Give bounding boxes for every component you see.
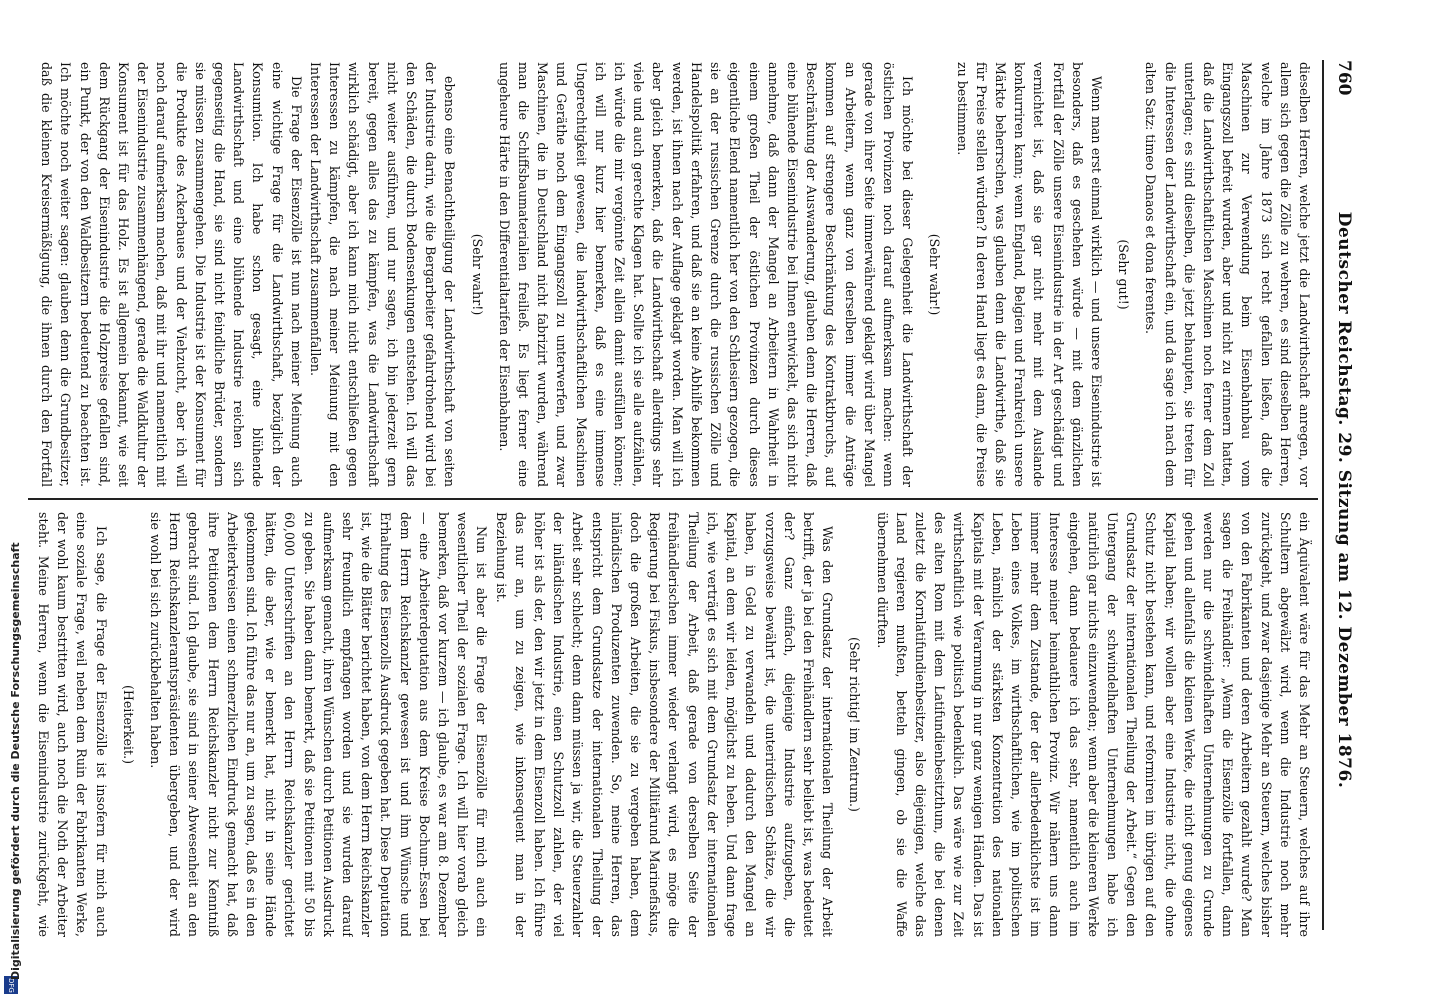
text-column-left xyxy=(34,62,1314,487)
column-divider xyxy=(28,498,1318,500)
interjection: (Sehr wahr!) xyxy=(927,233,943,316)
interjection: (Sehr gut!) xyxy=(1116,239,1132,310)
paragraph: Die Frage der Eisenzölle ist nun nach meiner Meinung auch eine wichtige Frage für die Landwirthschaft, bezüglich der Konsumtion. Ich habe schon gesagt, eine blühende Landwirthschaft und eine blühende Industrie reichen sich gegenseitig die Hand, sie sind nicht feindliche Brüder, sondern sie müssen zusammengehen. Die Industrie ist der Konsument für die Produkte des Ackerbaues und der Viehzucht, aber ich will noch darauf aufmerksam machen, daß mit ihr und namentlich mit der Eisenindustrie zusammenhängend, gerade die Waldkultur der Konsument ist für das Holz. Es ist allgemein bekannt, wie seit dem Rückgang der Eisenindustrie die Holzpreise gefallen sind, ein Punkt, der von den Waldbesitzern bedeutend zu beachten ist. Ich möchte noch weiter sagen: glauben denn die Grundbesitzer, daß die kleinen Kreisermäßigung, die ihnen durch den Fortfall xyxy=(39,62,304,487)
interjection: (Sehr wahr!) xyxy=(469,233,485,316)
paragraph: Ich sage, die Frage der Eisenzölle ist insofern für mich auch eine soziale Frage, weil neben dem Ruin der Fabrikanten Werke, der wohl kaum bestritten wird, auch noch die Noth der Arbeiter steht. Meine Herren, wenn die Eisenindustrie zurückgeht, wie xyxy=(36,512,109,937)
paragraph: Wenn man erst einmal wirklich — und unsere Eisenindustrie ist besonders, daß es geschehen würde — mit dem gänzlichen Fortfall der Zölle unsere Eisenindustrie in der Art geschädigt und vernichtet ist, daß sie gar nicht mehr mit dem Auslande konkurriren kann; wenn England, Belgien und Frankreich unsere Märkte beherrschen, was glauben denn die Landwirthe, daß sie für Preise stellen würden? In deren Hand liegt es dann, die Preise zu bestimmen. xyxy=(954,62,1104,487)
paragraph: ebenso eine Benachtheiligung der Landwirthschaft von seiten der Industrie darin, wie die Bergarbeiter gefahrdrohend wird bei den Schäden, die durch Bodensenkungen entstehen. Ich will das nicht weiter ausführen, und nur sagen, ich bin jederzeit gern bereit, gegen alles das zu kämpfen, was die Landwirthschaft wirklich schädigt, aber ich kann mich nicht entschließen gegen Interessen zu kämpfen, die nach meiner Meinung mit den Interessen der Landwirthschaft zusammenfallen. xyxy=(308,62,458,487)
interjection: (Sehr richtig! im Zentrum.) xyxy=(847,637,863,812)
paragraph: Ich möchte bei dieser Gelegenheit die Landwirthschaft der östlichen Provinzen noch darauf aufmerksam machen: wenn gerade von ihrer Seite immerwährend geklagt wird über Mangel an Arbeitern, wenn ganz von derselben immer die Anträge kommen auf strengere Beschränkung des Kontraktbruchs, auf Beschränkung der Auswanderung, glauben denn die Herren, daß eine blühende Eisenindustrie bei Ihnen entwickelt, das sich nicht annehme, daß dann der Mangel an Arbeitern in Wahrheit in einem großen Theil der östlichen Provinzen durch dieses eigentliche Elend namentlich her von den Schlesiern gezogen, die sie an der russischen Grenze durch die russischen Zölle und Handelspolitik erfahren, und daß sie an keine Abhilfe bekommen werden, ist ihnen nach der Auflage geklagt worden. Man will ich aber gleich bemerken, daß die Landwirthschaft allerdings sehr viele und auch gerechte Klagen hat. Sollte ich sie alle aufzählen, ich würde die mir vergönnte Zeit allein damit ausfüllen können; ich will nur kurz hier bemerken, daß es eine immense Ungerechtigkeit gewesen, die landwirthschaftlichen Maschinen und Geräthe noch dem Eingangszoll zu unterwerfen, und zwar Maschinen, die in Deutschland nicht fabrizirt wurden, während man die Schiffsbaumaterialien freiließ. Es liegt ferner eine ungeheure Härte in den Differentialtarifen der Eisenbahnen. xyxy=(496,62,916,487)
page-title: Deutscher Reichstag. 29. Sitzung am 12. Dezember 1876. xyxy=(1334,211,1354,789)
interjection: (Heiterkeit.) xyxy=(120,685,136,764)
page-header xyxy=(1328,60,1358,940)
page-number: 760 xyxy=(1334,60,1354,96)
paragraph: ein Äquivalent wäre für das Mehr an Steuern, welches auf ihre Schultern abgewälzt wird, wenn die Industrie noch mehr zurückgeht, und zwar dasjenige Mehr an Steuern, welches bisher von den Fabrikanten und deren Arbeitern gezahlt wurde? Man sagen die Freihändler: „Wenn die Eisenzölle fortfallen, dann werden nur die schwindelhaften Unternehmungen zu Grunde gehen und allenfalls die kleinen Werke, die nicht genug eigenes Kapital haben; wir wollen aber eine Industrie nicht, die ohne Schutz nicht bestehen kann, und reformiren im übrigen auf den Grundsatz der internationalen Theilung der Arbeit.“ Gegen den Untergang der schwindelhaften Unternehmungen habe ich natürlich gar nichts einzuwenden; wenn aber die kleineren Werke eingehen, dann bedauere ich das sehr, namentlich auch im Interesse meiner heimathlichen Provinz. Wir nähern uns dann immer mehr dem Zustande, der der allerbedenklichste ist im Leben eines Volkes, im wirthschaftlichen, wie im politischen Leben, nämlich der stärksten Konzentration des nationalen Kapitals mit der Verarmung in nur ganz wenigen Händen. Das ist wirthschaftlich wie politisch bedenklich. Das wäre wie zur Zeit des alten Rom mit dem Latifundienbesitzthum, die bei denen zuletzt die Kornlatifundienbesitzer, also diejenigen, welche das Land regieren mußten, betteln gingen, ob sie die Waffe übernehmen dürften. xyxy=(874,512,1312,937)
paragraph: Nun ist aber die Frage der Eisenzölle für mich auch ein wesentlicher Theil der sozialen Frage. Ich will hier vorab gleich bemerken, daß vor kurzem — ich glaube, es war am 8. Dezember — eine Arbeiterdeputation aus dem Kreise Bochum-Essen bei dem Herrn Reichskanzler gewesen ist und ihm Wünsche und Erhaltung des Eisenzolls Ausdruck gegeben hat. Diese Deputation ist, wie die Blätter berichtet haben, von dem Herrn Reichskanzler sehr freundlich empfangen worden und sie wurden darauf aufmerksam gemacht, ihren Wünschen durch Petitionen Ausdruck zu geben. Sie haben dann bemerkt, daß sie Petitionen mit 50 bis 60,000 Unterschriften an den Herrn Reichskanzler gerichtet hätten, die aber, wie er bemerkt hat, nicht in seine Hände gekommen sind. Ich führe das nur an, um zu sagen, daß es in den Arbeiterkreisen einen schmerzlichen Eindruck gemacht hat, daß ihre Petitionen dem Herrn Reichskanzler nicht zur Kenntniß gebracht sind. Ich glaube, sie sind in seiner Abwesenheit an den Herrn Reichskanzleramtspräsidenten übergeben, und der wird sie wohl bei sich zurückbehalten haben. xyxy=(148,512,490,937)
digitization-footer xyxy=(0,0,30,1000)
digitization-credit: Digitalisierung gefördert durch die Deutsche Forschungsgemeinschaft xyxy=(9,542,22,980)
paragraph: Was den Grundsatz der internationalen Theilung der Arbeit betrifft, der ja bei den Freihändlern sehr beliebt ist, was bedeutet der? Ganz einfach, diejenige Industrie aufzugeben, die vorzugsweise bewährt ist, die unterirdischen Schätze, die wir haben, in Geld zu verwandeln und dadurch den Mangel an Kapital, an dem wir leiden, möglichst zu heben. Und dann frage ich, wie verträgt es sich mit dem Grundsatz der internationalen Theilung der Arbeit, daß gerade von derselben Seite der freihändlerischen immer wieder verlangt wird, es möge die Regierung bei Fiskus, insbesondere der Militärund Marinefiskus, doch die großen Arbeiten, die sie zu vergeben haben, dem inländischen Produzenten zuwenden. So, meine Herren, das entspricht dem Grundsatze der internationalen Theilung der Arbeit sehr schlecht; denn dann müssen ja wir, die Steuerzahler der inländischen Industrie, einen Schutzzoll zahlen, der viel höher ist als der, den wir jetzt in dem Eisenzoll haben. Ich führe das nur an, um zu zeigen, wie inkonsequent man in der Beziehung ist. xyxy=(493,512,836,937)
dfg-logo-text: DFG xyxy=(7,977,15,993)
header-rule xyxy=(1322,60,1324,930)
paragraph: dieselben Herren, welche jetzt die Landwirthschaft anregen, vor allem sich gegen die Zölle zu wehren, es sind dieselben Herren, welche im Jahre 1873 sich recht gefallen ließen, daß die Maschinen zur Verwendung beim Eisenbahnbau vom Eingangszoll befreit wurden, aber und nicht zu erinnern hatten, daß die Landwirthschaftlichen Maschinen noch ferner dem Zoll unterlagen; es sind dieselben, die jetzt behaupten, sie treten für die Interessen der Landwirthschaft ein, und da sage ich nach dem alten Satz: timeo Danaos et dona ferentes. xyxy=(1143,62,1312,487)
text-column-right xyxy=(34,512,1314,937)
